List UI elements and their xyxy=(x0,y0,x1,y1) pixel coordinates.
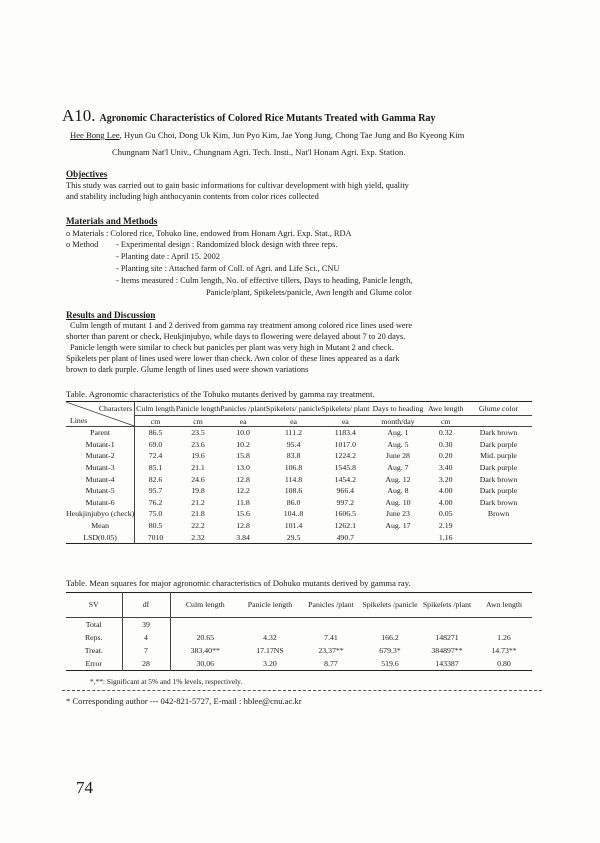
results-line-5: brown to dark purple. Glume length of lines used were shown variations xyxy=(66,365,309,374)
row-label-cell: Treat. xyxy=(84,646,103,655)
table-cell: 75.0 xyxy=(135,508,176,520)
table2 xyxy=(66,592,532,671)
table-cell: 111.2 xyxy=(285,428,303,438)
table2-caption: Table. Mean squares for major agronomic characteristics of Dohuko mutants derived by gamma ray. xyxy=(66,578,411,588)
table-cell: Dark brown xyxy=(479,428,518,438)
table-cell: 108.6 xyxy=(284,486,303,496)
title-line xyxy=(62,106,436,126)
table-cell: 2.19 xyxy=(438,521,453,531)
row-label-cell: Parent xyxy=(90,428,111,438)
t2-head-7: Spikelets /plant xyxy=(418,593,476,618)
method-item-4: - Items measured : Culm length, No. of effective tillers, Days to heading, Panicle length, xyxy=(116,276,413,285)
table-cell: 143387 xyxy=(435,659,459,668)
table-cell: 148271 xyxy=(435,633,459,642)
t1-unit-3: ea xyxy=(220,416,266,427)
row-label-cell: Mutant-5 xyxy=(85,486,115,496)
table-cell: 3.20 xyxy=(438,474,453,484)
objectives-line-1: This study was carried out to gain basic informations for cultivar development with high yield, quality xyxy=(66,181,409,190)
table-cell: 86.5 xyxy=(135,427,176,439)
table-row xyxy=(66,427,532,439)
table-cell: 28 xyxy=(122,657,170,671)
table-cell: 4 xyxy=(122,631,170,644)
table-cell: 80.5 xyxy=(135,520,176,532)
table-cell: 4.00 xyxy=(438,497,453,507)
table-cell: 17.17NS xyxy=(256,646,284,655)
t1-unit-6: month/day xyxy=(369,416,426,427)
corresponding-author: * Corresponding author --- 042-821-5727, E-mail : hblee@cnu.ac.kr xyxy=(66,696,302,706)
table-row xyxy=(66,450,532,462)
table-cell: 166.2 xyxy=(381,633,399,642)
table-cell: 39 xyxy=(122,618,170,632)
objectives-heading: Objectives xyxy=(66,169,108,179)
t2-head-2: df xyxy=(122,593,170,618)
t2-head-3: Culm length xyxy=(170,593,240,618)
t1-head-8: Glume color xyxy=(478,403,519,413)
row-label-cell: Mutant-1 xyxy=(85,439,115,449)
table-cell: 101.4 xyxy=(284,521,303,531)
author-line xyxy=(70,130,464,140)
table1-header-row xyxy=(66,402,532,416)
table-cell: 384897** xyxy=(431,646,463,655)
table-cell: 22.2 xyxy=(191,521,205,531)
table-cell: 1.16 xyxy=(438,532,453,542)
affiliations: Chungnam Nat'l Univ., Chungnam Agri. Tech. Insti., Nat'l Honam Agri. Exp. Station. xyxy=(112,147,406,157)
table-cell: June 28 xyxy=(385,451,410,461)
table-cell: 83.8 xyxy=(286,451,301,461)
row-label-cell: Total xyxy=(85,620,102,629)
table-cell: 21.2 xyxy=(191,497,205,507)
t1-head-5: Spikelets/ plant xyxy=(321,403,370,413)
results-line-3: Panicle length were similar to check but panicles per plant was very high in Mutant 2 and check. xyxy=(70,343,394,352)
table-cell: Aug. 8 xyxy=(387,486,409,496)
table-cell: 20.65 xyxy=(170,631,240,644)
table1-units-row xyxy=(66,416,532,427)
table-cell: 10.0 xyxy=(236,428,250,438)
table-cell: 76.2 xyxy=(135,497,176,509)
table-cell: Dark purple xyxy=(479,486,518,496)
table-cell: 72.4 xyxy=(135,450,176,462)
table-cell: 3.20 xyxy=(263,659,277,668)
table-cell: 3.84 xyxy=(236,532,250,542)
t2-head-6: Spikelets /panicle xyxy=(362,593,418,618)
table-cell: 23.5 xyxy=(191,428,205,438)
table2-footnote: *,**: Significant at 5% and 1% levels, respectively. xyxy=(90,677,243,686)
t2-head-1: SV xyxy=(66,593,122,618)
method-item-3: - Planting site : Attached farm of Coll. of Agri. and Life Sci., CNU xyxy=(116,264,340,273)
table1 xyxy=(66,401,532,544)
table-cell: Dark brown xyxy=(479,497,518,507)
table-cell: 85.1 xyxy=(135,462,176,474)
co-authors: , Hyun Gu Choi, Dong Uk Kim, Jun Pyo Kim, Jae Yong Jung, Chong Tae Jung and Bo Kyeong Kim xyxy=(119,130,465,140)
table-cell: 8.77 xyxy=(324,659,338,668)
table-cell: 114.8 xyxy=(284,474,303,484)
method-label: o Method xyxy=(66,240,99,249)
t1-unit-5: ea xyxy=(321,416,369,427)
table-cell xyxy=(362,618,418,632)
table-row xyxy=(66,618,532,632)
row-label-cell: Heukjinjubyo (check) xyxy=(66,509,135,519)
table-cell: 3.40 xyxy=(438,463,453,473)
table-cell xyxy=(465,520,532,532)
table-cell: 7010 xyxy=(135,531,176,543)
table-row xyxy=(66,657,532,671)
table-cell xyxy=(240,618,300,632)
table-cell: 23.6 xyxy=(191,439,205,449)
table-cell: 519.6 xyxy=(381,659,399,668)
row-label-cell: LSD(0.05) xyxy=(83,532,117,542)
table-cell: 106.8 xyxy=(284,463,303,473)
table-cell: Aug. 7 xyxy=(387,463,409,473)
footer-rule xyxy=(62,690,542,691)
t1-head-4: Spikelets/ panicle xyxy=(265,403,322,413)
table-cell: 1262.1 xyxy=(334,521,357,531)
table2-body xyxy=(66,618,532,671)
table-row xyxy=(66,462,532,474)
table-cell: 0.30 xyxy=(438,439,453,449)
table-cell: Mid. purple xyxy=(480,451,517,461)
table-cell: 0.32 xyxy=(438,428,453,438)
table-cell: Dark brown xyxy=(479,474,518,484)
t1-head-1: Culm length xyxy=(135,402,176,416)
table-cell: 69.0 xyxy=(135,439,176,451)
row-label-cell: Error xyxy=(85,659,102,668)
table-cell xyxy=(300,618,362,632)
table-cell: 10.2 xyxy=(236,439,250,449)
results-line-4: Spikelets per plant of lines used were lower than check. Awn color of these lines appeared as a dark xyxy=(66,354,400,363)
table-cell: 4.00 xyxy=(438,486,453,496)
table-cell: 19.6 xyxy=(191,451,205,461)
table1-caption: Table. Agronomic characteristics of the Tohuko mutants derived by gamma ray treatment. xyxy=(66,389,375,399)
table-cell: 1454.2 xyxy=(334,474,357,484)
table-cell: 13.0 xyxy=(236,463,250,473)
table-cell: Dark purple xyxy=(479,439,518,449)
table-cell: Brown xyxy=(487,509,510,519)
table-row xyxy=(66,644,532,657)
corner-characters: Characters xyxy=(98,404,133,413)
table-cell: 1.26 xyxy=(497,633,511,642)
t2-head-5: Panicles /plant xyxy=(300,593,362,618)
table-cell: June 23 xyxy=(385,509,410,519)
table-cell xyxy=(465,531,532,543)
table-cell: 86.0 xyxy=(286,497,301,507)
table-cell: 1545.8 xyxy=(334,463,357,473)
method-item-5: Panicle/plant, Spikelets/panicle, Awn length and Glume color xyxy=(206,288,412,297)
t1-unit-1: cm xyxy=(135,416,176,427)
t1-head-2: Panicle length xyxy=(175,403,221,413)
table-cell: 0.20 xyxy=(438,451,453,461)
table-cell: Aug. 17 xyxy=(385,521,411,531)
table1-body xyxy=(66,427,532,544)
corner-lines: Lines xyxy=(70,415,88,425)
lead-author: Hee Bong Lee xyxy=(70,130,120,140)
table-row xyxy=(66,473,532,485)
table-cell: 0.05 xyxy=(438,509,453,519)
materials-line: o Materials : Colored rice, Tohuko line, endowed from Honam Agri. Exp. Stat., RDA xyxy=(66,229,352,238)
table-cell: 82.6 xyxy=(135,473,176,485)
table-cell: Aug. 12 xyxy=(385,474,411,484)
objectives-line-2: and stability including high anthocyanin contents from color rices collected xyxy=(66,192,319,201)
t1-head-3: Panicles /plant xyxy=(220,403,266,413)
table-cell xyxy=(369,531,426,543)
t1-unit-2: cm xyxy=(176,416,220,427)
table-cell: 95.7 xyxy=(135,485,176,497)
table-cell xyxy=(418,618,476,632)
t1-unit-7: cm xyxy=(426,416,465,427)
table-row xyxy=(66,520,532,532)
table-cell: Aug. 10 xyxy=(385,497,411,507)
method-item-2: - Planting date : April 15. 2002 xyxy=(116,252,220,261)
t1-head-7: Awe length xyxy=(428,403,464,413)
table-cell: 490.7 xyxy=(336,532,355,542)
methods-heading: Materials and Methods xyxy=(66,216,158,226)
row-label-cell: Mutant-6 xyxy=(85,497,115,507)
table-cell: 95.4 xyxy=(286,439,301,449)
table-cell: 104..8 xyxy=(283,509,304,519)
row-label-cell: Mutant-2 xyxy=(85,451,115,461)
table-cell: Aug. 5 xyxy=(387,439,409,449)
page-number: 74 xyxy=(76,778,93,797)
table-cell: 7.41 xyxy=(324,633,338,642)
results-line-2: shorter than parent or check, Heukjinjubyo, while days to flowering were delayed about 7 to 20 days. xyxy=(66,332,406,341)
table-cell: 24.6 xyxy=(191,474,205,484)
t1-unit-4: ea xyxy=(266,416,321,427)
table-cell: 4.32 xyxy=(263,633,277,642)
t2-head-8: Awn length xyxy=(476,593,532,618)
table-cell: 966.4 xyxy=(336,486,355,496)
t2-head-4: Panicle length xyxy=(240,593,300,618)
table-cell: 21.8 xyxy=(191,509,205,519)
table-cell: 2.32 xyxy=(191,532,205,542)
table-cell: 12.8 xyxy=(236,474,250,484)
t1-head-6: Days to heading xyxy=(372,403,424,413)
table-cell: 1183.4 xyxy=(334,428,356,438)
table-cell: 11.8 xyxy=(236,497,250,507)
table-cell: 1606.5 xyxy=(334,509,357,519)
table-cell: Dark purple xyxy=(479,463,518,473)
table-cell: 997.2 xyxy=(336,497,355,507)
row-label-cell: Mutant-3 xyxy=(85,463,115,473)
table-cell: Aug. 1 xyxy=(387,428,409,438)
row-label-cell: Mean xyxy=(91,521,109,531)
table2-header-row xyxy=(66,593,532,618)
table-cell: 1017.0 xyxy=(334,439,357,449)
table-cell: 1224.2 xyxy=(334,451,357,461)
table-row xyxy=(66,631,532,644)
table-cell: 0.80 xyxy=(497,659,511,668)
table-row xyxy=(66,508,532,520)
abstract-code: A10. xyxy=(62,106,96,125)
table-cell xyxy=(170,618,240,632)
table-cell: 15.6 xyxy=(236,509,250,519)
table-cell: 14.73** xyxy=(491,646,517,655)
table-cell: 679.3* xyxy=(379,646,401,655)
row-label-cell: Reps. xyxy=(84,633,103,642)
table-row xyxy=(66,531,532,543)
t1-unit-8 xyxy=(465,416,532,427)
table-cell: 7 xyxy=(122,644,170,657)
table-cell: 15.8 xyxy=(236,451,250,461)
table-row xyxy=(66,497,532,509)
table-cell: 30.06 xyxy=(170,657,240,671)
paper-title: Agronomic Characteristics of Colored Rice Mutants Treated with Gamma Ray xyxy=(99,113,436,124)
row-label-cell: Mutant-4 xyxy=(85,474,115,484)
table1-corner-cell xyxy=(66,402,135,427)
method-item-1: - Experimental design : Randomized block design with three reps. xyxy=(116,240,338,249)
table-cell: 29.5 xyxy=(286,532,301,542)
table-cell: 383.40** xyxy=(170,644,240,657)
table-cell: 19.8 xyxy=(191,486,205,496)
table-cell: 12.2 xyxy=(236,486,250,496)
table-row xyxy=(66,439,532,451)
table-cell: 21.1 xyxy=(191,463,205,473)
results-heading: Results and Discussion xyxy=(66,310,156,320)
table-cell xyxy=(476,618,532,632)
table-row xyxy=(66,485,532,497)
table-cell: 23.37** xyxy=(318,646,344,655)
results-line-1: Culm length of mutant 1 and 2 derived from gamma ray treatment among colored rice lines used were xyxy=(70,321,413,330)
table-cell: 12.8 xyxy=(236,521,250,531)
